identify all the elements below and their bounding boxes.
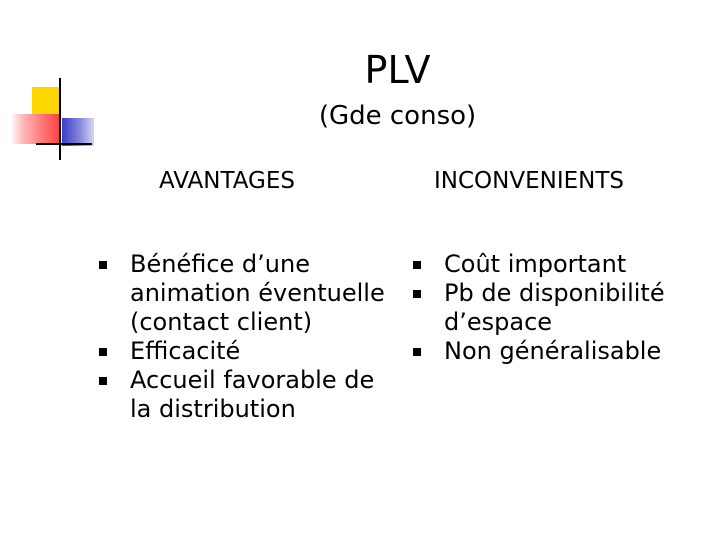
list-item-text: Efficacité: [130, 337, 241, 365]
list-item-text: Pb de disponibilité d’espace: [444, 279, 665, 336]
list-item-text: Coût important: [444, 250, 627, 278]
list-item: [413, 337, 713, 366]
disadvantages-heading: INCONVENIENTS: [434, 168, 624, 194]
square-bullet-icon: [413, 261, 421, 269]
square-bullet-icon: [99, 261, 107, 269]
list-item: [413, 279, 713, 337]
slide-subtitle: (Gde conso): [318, 101, 477, 131]
list-item: [413, 250, 713, 279]
slide-title: PLV: [364, 48, 431, 92]
advantages-heading: AVANTAGES: [159, 168, 296, 194]
list-item: [99, 250, 389, 337]
list-item-text: Non généralisable: [444, 337, 662, 365]
list-item-text: Accueil favorable de la distribution: [130, 366, 375, 423]
square-bullet-icon: [413, 348, 421, 356]
square-bullet-icon: [99, 348, 107, 356]
square-bullet-icon: [99, 377, 107, 385]
list-item: [99, 366, 389, 424]
square-bullet-icon: [413, 290, 421, 298]
logo-horizontal-line: [36, 143, 92, 145]
list-item-text: Bénéfice d’une animation éventuelle (contact client): [130, 250, 385, 336]
list-item: [99, 337, 389, 366]
advantages-list: [99, 250, 389, 424]
disadvantages-list: [413, 250, 713, 366]
